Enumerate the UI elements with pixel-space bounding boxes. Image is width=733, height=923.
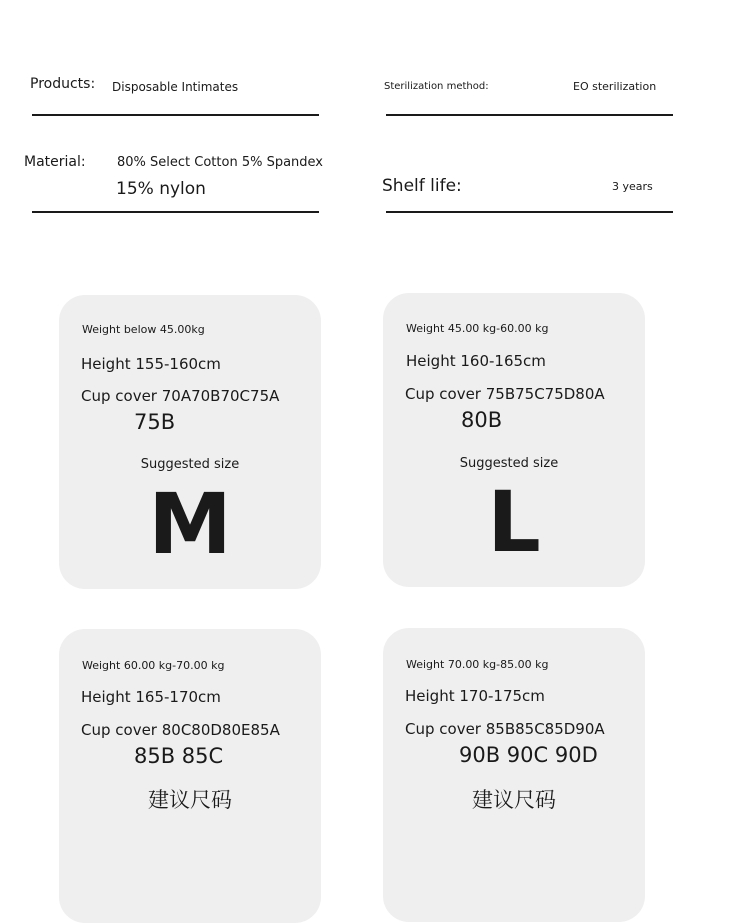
- card-weight: Weight 45.00 kg-60.00 kg: [406, 322, 549, 335]
- card-suggested-label: Suggested size: [140, 457, 240, 472]
- size-card: [383, 628, 645, 922]
- shelf-life-label: Shelf life:: [382, 176, 462, 196]
- card-suggested-label: Suggested size: [459, 456, 559, 471]
- card-suggested-label: 建议尺码: [148, 788, 232, 812]
- card-height: Height 155-160cm: [81, 355, 221, 373]
- card-size-letter: L: [487, 473, 541, 571]
- size-card: [59, 629, 321, 923]
- material-value-line2: 15% nylon: [116, 179, 206, 199]
- size-card: [383, 293, 645, 587]
- products-value: Disposable Intimates: [112, 80, 239, 94]
- card-cup-cover: Cup cover 85B85C85D90A: [405, 720, 605, 738]
- card-weight: Weight 70.00 kg-85.00 kg: [406, 658, 549, 671]
- card-suggested-label: 建议尺码: [472, 788, 556, 812]
- card-cup-sizes: 80B: [461, 408, 503, 432]
- material-divider: [32, 211, 319, 213]
- material-value-line1: 80% Select Cotton 5% Spandex: [117, 155, 323, 170]
- card-cup-sizes: 85B 85C: [134, 744, 224, 768]
- size-card: [59, 295, 321, 589]
- card-height: Height 160-165cm: [406, 352, 546, 370]
- card-cup-cover: Cup cover 75B75C75D80A: [405, 385, 605, 403]
- sterilization-label: Sterilization method:: [384, 81, 489, 92]
- card-weight: Weight 60.00 kg-70.00 kg: [82, 659, 225, 672]
- card-height: Height 170-175cm: [405, 687, 545, 705]
- products-label: Products:: [30, 76, 96, 92]
- sterilization-value: EO sterilization: [573, 80, 657, 93]
- card-size-letter: M: [148, 475, 232, 573]
- card-weight: Weight below 45.00kg: [82, 323, 205, 336]
- card-cup-cover: Cup cover 80C80D80E85A: [81, 721, 280, 739]
- sterilization-divider: [386, 114, 673, 116]
- material-label: Material:: [24, 154, 86, 170]
- shelf-life-divider: [386, 211, 673, 213]
- shelf-life-value: 3 years: [612, 180, 653, 193]
- card-cup-sizes: 90B 90C 90D: [459, 743, 598, 767]
- card-cup-sizes: 75B: [134, 410, 176, 434]
- products-divider: [32, 114, 319, 116]
- card-height: Height 165-170cm: [81, 688, 221, 706]
- card-cup-cover: Cup cover 70A70B70C75A: [81, 387, 280, 405]
